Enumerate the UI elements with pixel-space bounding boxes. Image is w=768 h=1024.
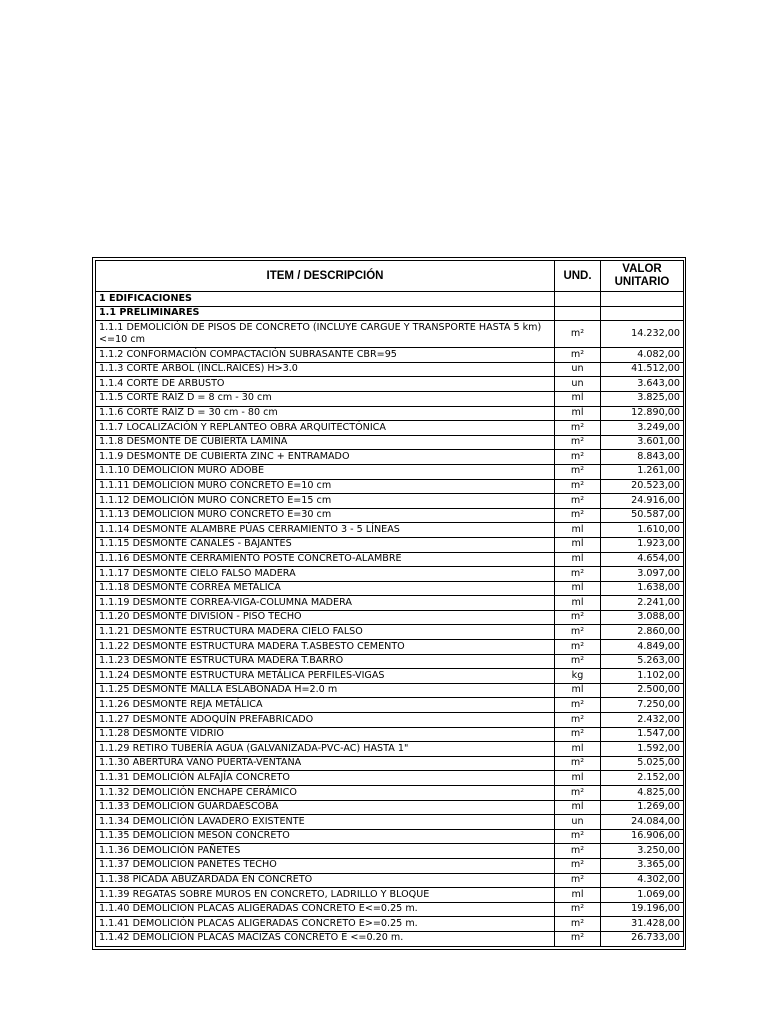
unit-cell: m² (555, 508, 601, 523)
unit-cell: ml (555, 742, 601, 757)
unit-cell: m² (555, 321, 601, 348)
unit-value-cell: 3.097,00 (601, 567, 684, 582)
table-row (96, 931, 684, 946)
table-row (96, 406, 684, 421)
unit-value-cell (601, 306, 684, 321)
unit-cell: ml (555, 888, 601, 903)
table-row (96, 421, 684, 436)
unit-value-cell: 14.232,00 (601, 321, 684, 348)
table-row (96, 596, 684, 611)
unit-value-cell: 3.249,00 (601, 421, 684, 436)
unit-value-cell: 3.825,00 (601, 391, 684, 406)
table-row (96, 391, 684, 406)
table-row (96, 450, 684, 465)
unit-value-cell: 20.523,00 (601, 479, 684, 494)
unit-cell: ml (555, 391, 601, 406)
unit-value-cell: 1.261,00 (601, 464, 684, 479)
item-description-cell: 1.1.42 DEMOLICIÓN PLACAS MACIZAS CONCRETO E <=0.20 m. (96, 931, 555, 946)
table-row (96, 902, 684, 917)
unit-cell: m² (555, 756, 601, 771)
item-description-cell: 1.1.31 DEMOLICIÓN ALFAJÍA CONCRETO (96, 771, 555, 786)
table-row (96, 625, 684, 640)
header-unit-value (601, 261, 684, 292)
table-row (96, 815, 684, 830)
unit-cell: m² (555, 450, 601, 465)
unit-cell (555, 306, 601, 321)
table-row (96, 552, 684, 567)
item-description-cell: 1.1.7 LOCALIZACIÓN Y REPLANTEO OBRA ARQUITECTÓNICA (96, 421, 555, 436)
table-row (96, 858, 684, 873)
unit-value-cell: 8.843,00 (601, 450, 684, 465)
table-row (96, 786, 684, 801)
unit-cell: m² (555, 902, 601, 917)
item-description-cell: 1.1.37 DEMOLICIÓN PAÑETES TECHO (96, 858, 555, 873)
item-description-cell: 1.1.6 CORTE RAÍZ D = 30 cm - 80 cm (96, 406, 555, 421)
item-description-cell: 1.1.20 DESMONTE DIVISIÓN - PISO TECHO (96, 610, 555, 625)
unit-cell: ml (555, 596, 601, 611)
header-unit: UND. (555, 261, 601, 292)
table-row (96, 654, 684, 669)
unit-cell: m² (555, 698, 601, 713)
item-description-cell: 1.1.15 DESMONTE CANALES - BAJANTES (96, 537, 555, 552)
item-description-cell: 1.1.14 DESMONTE ALAMBRE PÚAS CERRAMIENTO 3 - 5 LÍNEAS (96, 523, 555, 538)
table-header-row (96, 261, 684, 292)
unit-cell: m² (555, 464, 601, 479)
unit-cell: m² (555, 917, 601, 932)
item-description-cell: 1.1.18 DESMONTE CORREA METÁLICA (96, 581, 555, 596)
unit-value-cell: 7.250,00 (601, 698, 684, 713)
table-row (96, 581, 684, 596)
unit-cell: m² (555, 931, 601, 946)
table-row (96, 321, 684, 348)
table-row (96, 756, 684, 771)
item-description-cell: 1.1.10 DEMOLICIÓN MURO ADOBE (96, 464, 555, 479)
table-row (96, 669, 684, 684)
unit-cell: un (555, 815, 601, 830)
unit-value-cell: 1.069,00 (601, 888, 684, 903)
item-description-cell: 1.1.39 REGATAS SOBRE MUROS EN CONCRETO, LADRILLO Y BLOQUE (96, 888, 555, 903)
table-row (96, 435, 684, 450)
table-row (96, 742, 684, 757)
unit-cell: m² (555, 435, 601, 450)
table-row (96, 567, 684, 582)
unit-value-cell: 4.825,00 (601, 786, 684, 801)
unit-cell: ml (555, 800, 601, 815)
unit-cell: m² (555, 567, 601, 582)
price-table (95, 260, 684, 947)
unit-cell: ml (555, 537, 601, 552)
unit-cell: m² (555, 727, 601, 742)
item-description-cell: 1.1.40 DEMOLICIÓN PLACAS ALIGERADAS CONCRETO E<=0.25 m. (96, 902, 555, 917)
item-description-cell: 1.1.16 DESMONTE CERRAMIENTO POSTE CONCRETO-ALAMBRE (96, 552, 555, 567)
table-row (96, 713, 684, 728)
table-row (96, 494, 684, 509)
table-row (96, 800, 684, 815)
unit-value-cell: 2.152,00 (601, 771, 684, 786)
item-description-cell: 1.1.34 DEMOLICIÓN LAVADERO EXISTENTE (96, 815, 555, 830)
table-row (96, 683, 684, 698)
unit-value-cell: 4.082,00 (601, 348, 684, 363)
table-row (96, 640, 684, 655)
unit-value-cell: 5.263,00 (601, 654, 684, 669)
item-description-cell: 1.1.4 CORTE DE ARBUSTO (96, 377, 555, 392)
unit-cell: m² (555, 829, 601, 844)
table-row (96, 537, 684, 552)
table-row (96, 610, 684, 625)
unit-cell: ml (555, 406, 601, 421)
item-description-cell: 1.1 PRELIMINARES (96, 306, 555, 321)
item-description-cell: 1.1.32 DEMOLICIÓN ENCHAPE CERÁMICO (96, 786, 555, 801)
unit-value-cell: 4.302,00 (601, 873, 684, 888)
unit-cell: m² (555, 494, 601, 509)
header-item-description: ITEM / DESCRIPCIÓN (96, 261, 555, 292)
item-description-cell: 1.1.33 DEMOLICIÓN GUARDAESCOBA (96, 800, 555, 815)
unit-value-cell: 4.849,00 (601, 640, 684, 655)
unit-cell: un (555, 377, 601, 392)
unit-value-cell: 1.547,00 (601, 727, 684, 742)
table-row (96, 377, 684, 392)
table-row (96, 508, 684, 523)
item-description-cell: 1.1.8 DESMONTE DE CUBIERTA LAMINA (96, 435, 555, 450)
item-description-cell: 1 EDIFICACIONES (96, 292, 555, 307)
item-description-cell: 1.1.2 CONFORMACIÓN COMPACTACIÓN SUBRASANTE CBR=95 (96, 348, 555, 363)
item-description-cell: 1.1.21 DESMONTE ESTRUCTURA MADERA CIELO FALSO (96, 625, 555, 640)
table-row (96, 698, 684, 713)
table-row (96, 888, 684, 903)
unit-value-cell (601, 292, 684, 307)
unit-value-cell: 41.512,00 (601, 362, 684, 377)
item-description-cell: 1.1.41 DEMOLICIÓN PLACAS ALIGERADAS CONCRETO E>=0.25 m. (96, 917, 555, 932)
unit-cell: ml (555, 552, 601, 567)
unit-value-cell: 3.250,00 (601, 844, 684, 859)
unit-value-cell: 3.643,00 (601, 377, 684, 392)
unit-cell: m² (555, 479, 601, 494)
unit-cell: m² (555, 654, 601, 669)
unit-cell: m² (555, 625, 601, 640)
unit-value-cell: 12.890,00 (601, 406, 684, 421)
unit-cell: ml (555, 523, 601, 538)
item-description-cell: 1.1.11 DEMOLICIÓN MURO CONCRETO E=10 cm (96, 479, 555, 494)
item-description-cell: 1.1.9 DESMONTE DE CUBIERTA ZINC + ENTRAMADO (96, 450, 555, 465)
section-row (96, 292, 684, 307)
unit-value-cell: 1.923,00 (601, 537, 684, 552)
unit-value-cell: 2.500,00 (601, 683, 684, 698)
item-description-cell: 1.1.35 DEMOLICIÓN MESÓN CONCRETO (96, 829, 555, 844)
item-description-cell: 1.1.27 DESMONTE ADOQUÍN PREFABRICADO (96, 713, 555, 728)
unit-value-cell: 4.654,00 (601, 552, 684, 567)
table-row (96, 829, 684, 844)
item-description-cell: 1.1.30 ABERTURA VANO PUERTA-VENTANA (96, 756, 555, 771)
item-description-cell: 1.1.36 DEMOLICIÓN PAÑETES (96, 844, 555, 859)
unit-cell: m² (555, 858, 601, 873)
unit-cell: m² (555, 873, 601, 888)
unit-value-cell: 19.196,00 (601, 902, 684, 917)
unit-value-cell: 3.365,00 (601, 858, 684, 873)
unit-cell: m² (555, 713, 601, 728)
item-description-cell: 1.1.23 DESMONTE ESTRUCTURA MADERA T.BARRO (96, 654, 555, 669)
unit-cell: m² (555, 348, 601, 363)
unit-value-cell: 24.916,00 (601, 494, 684, 509)
unit-cell: kg (555, 669, 601, 684)
table-row (96, 479, 684, 494)
item-description-cell: 1.1.29 RETIRO TUBERÍA AGUA (GALVANIZADA-PVC-AC) HASTA 1" (96, 742, 555, 757)
unit-value-cell: 1.592,00 (601, 742, 684, 757)
unit-cell (555, 292, 601, 307)
unit-value-cell: 5.025,00 (601, 756, 684, 771)
item-description-cell: 1.1.24 DESMONTE ESTRUCTURA METÁLICA PERFILES-VIGAS (96, 669, 555, 684)
unit-cell: m² (555, 786, 601, 801)
unit-value-cell: 50.587,00 (601, 508, 684, 523)
unit-value-cell: 24.084,00 (601, 815, 684, 830)
unit-cell: m² (555, 844, 601, 859)
table-row (96, 873, 684, 888)
unit-value-cell: 3.601,00 (601, 435, 684, 450)
unit-value-cell: 26.733,00 (601, 931, 684, 946)
item-description-cell: 1.1.26 DESMONTE REJA METÁLICA (96, 698, 555, 713)
unit-cell: m² (555, 610, 601, 625)
table-row (96, 727, 684, 742)
item-description-cell: 1.1.22 DESMONTE ESTRUCTURA MADERA T.ASBESTO CEMENTO (96, 640, 555, 655)
table-row (96, 917, 684, 932)
section-row (96, 306, 684, 321)
item-description-cell: 1.1.25 DESMONTE MALLA ESLABONADA H=2.0 m (96, 683, 555, 698)
unit-value-cell: 1.102,00 (601, 669, 684, 684)
unit-cell: ml (555, 683, 601, 698)
header-unit-value-label: VALOR UNITARIO (614, 263, 670, 288)
unit-value-cell: 16.906,00 (601, 829, 684, 844)
item-description-cell: 1.1.5 CORTE RAÍZ D = 8 cm - 30 cm (96, 391, 555, 406)
item-description-cell: 1.1.1 DEMOLICIÓN DE PISOS DE CONCRETO (INCLUYE CARGUE Y TRANSPORTE HASTA 5 km) <=10 cm (96, 321, 555, 348)
unit-value-cell: 2.860,00 (601, 625, 684, 640)
item-description-cell: 1.1.28 DESMONTE VIDRIO (96, 727, 555, 742)
table-body (96, 292, 684, 947)
unit-value-cell: 1.638,00 (601, 581, 684, 596)
price-table-frame (92, 257, 686, 950)
table-row (96, 464, 684, 479)
unit-cell: un (555, 362, 601, 377)
table-row (96, 844, 684, 859)
unit-value-cell: 31.428,00 (601, 917, 684, 932)
item-description-cell: 1.1.19 DESMONTE CORREA-VIGA-COLUMNA MADERA (96, 596, 555, 611)
item-description-cell: 1.1.17 DESMONTE CIELO FALSO MADERA (96, 567, 555, 582)
table-row (96, 362, 684, 377)
unit-cell: ml (555, 581, 601, 596)
unit-cell: ml (555, 771, 601, 786)
unit-value-cell: 2.432,00 (601, 713, 684, 728)
table-row (96, 523, 684, 538)
unit-value-cell: 2.241,00 (601, 596, 684, 611)
item-description-cell: 1.1.3 CORTE ÁRBOL (INCL.RAÍCES) H>3.0 (96, 362, 555, 377)
table-row (96, 771, 684, 786)
item-description-cell: 1.1.12 DEMOLICIÓN MURO CONCRETO E=15 cm (96, 494, 555, 509)
item-description-cell: 1.1.13 DEMOLICIÓN MURO CONCRETO E=30 cm (96, 508, 555, 523)
table-row (96, 348, 684, 363)
unit-cell: m² (555, 421, 601, 436)
item-description-cell: 1.1.38 PICADA ABUZARDADA EN CONCRETO (96, 873, 555, 888)
unit-value-cell: 1.610,00 (601, 523, 684, 538)
unit-value-cell: 3.088,00 (601, 610, 684, 625)
unit-value-cell: 1.269,00 (601, 800, 684, 815)
unit-cell: m² (555, 640, 601, 655)
